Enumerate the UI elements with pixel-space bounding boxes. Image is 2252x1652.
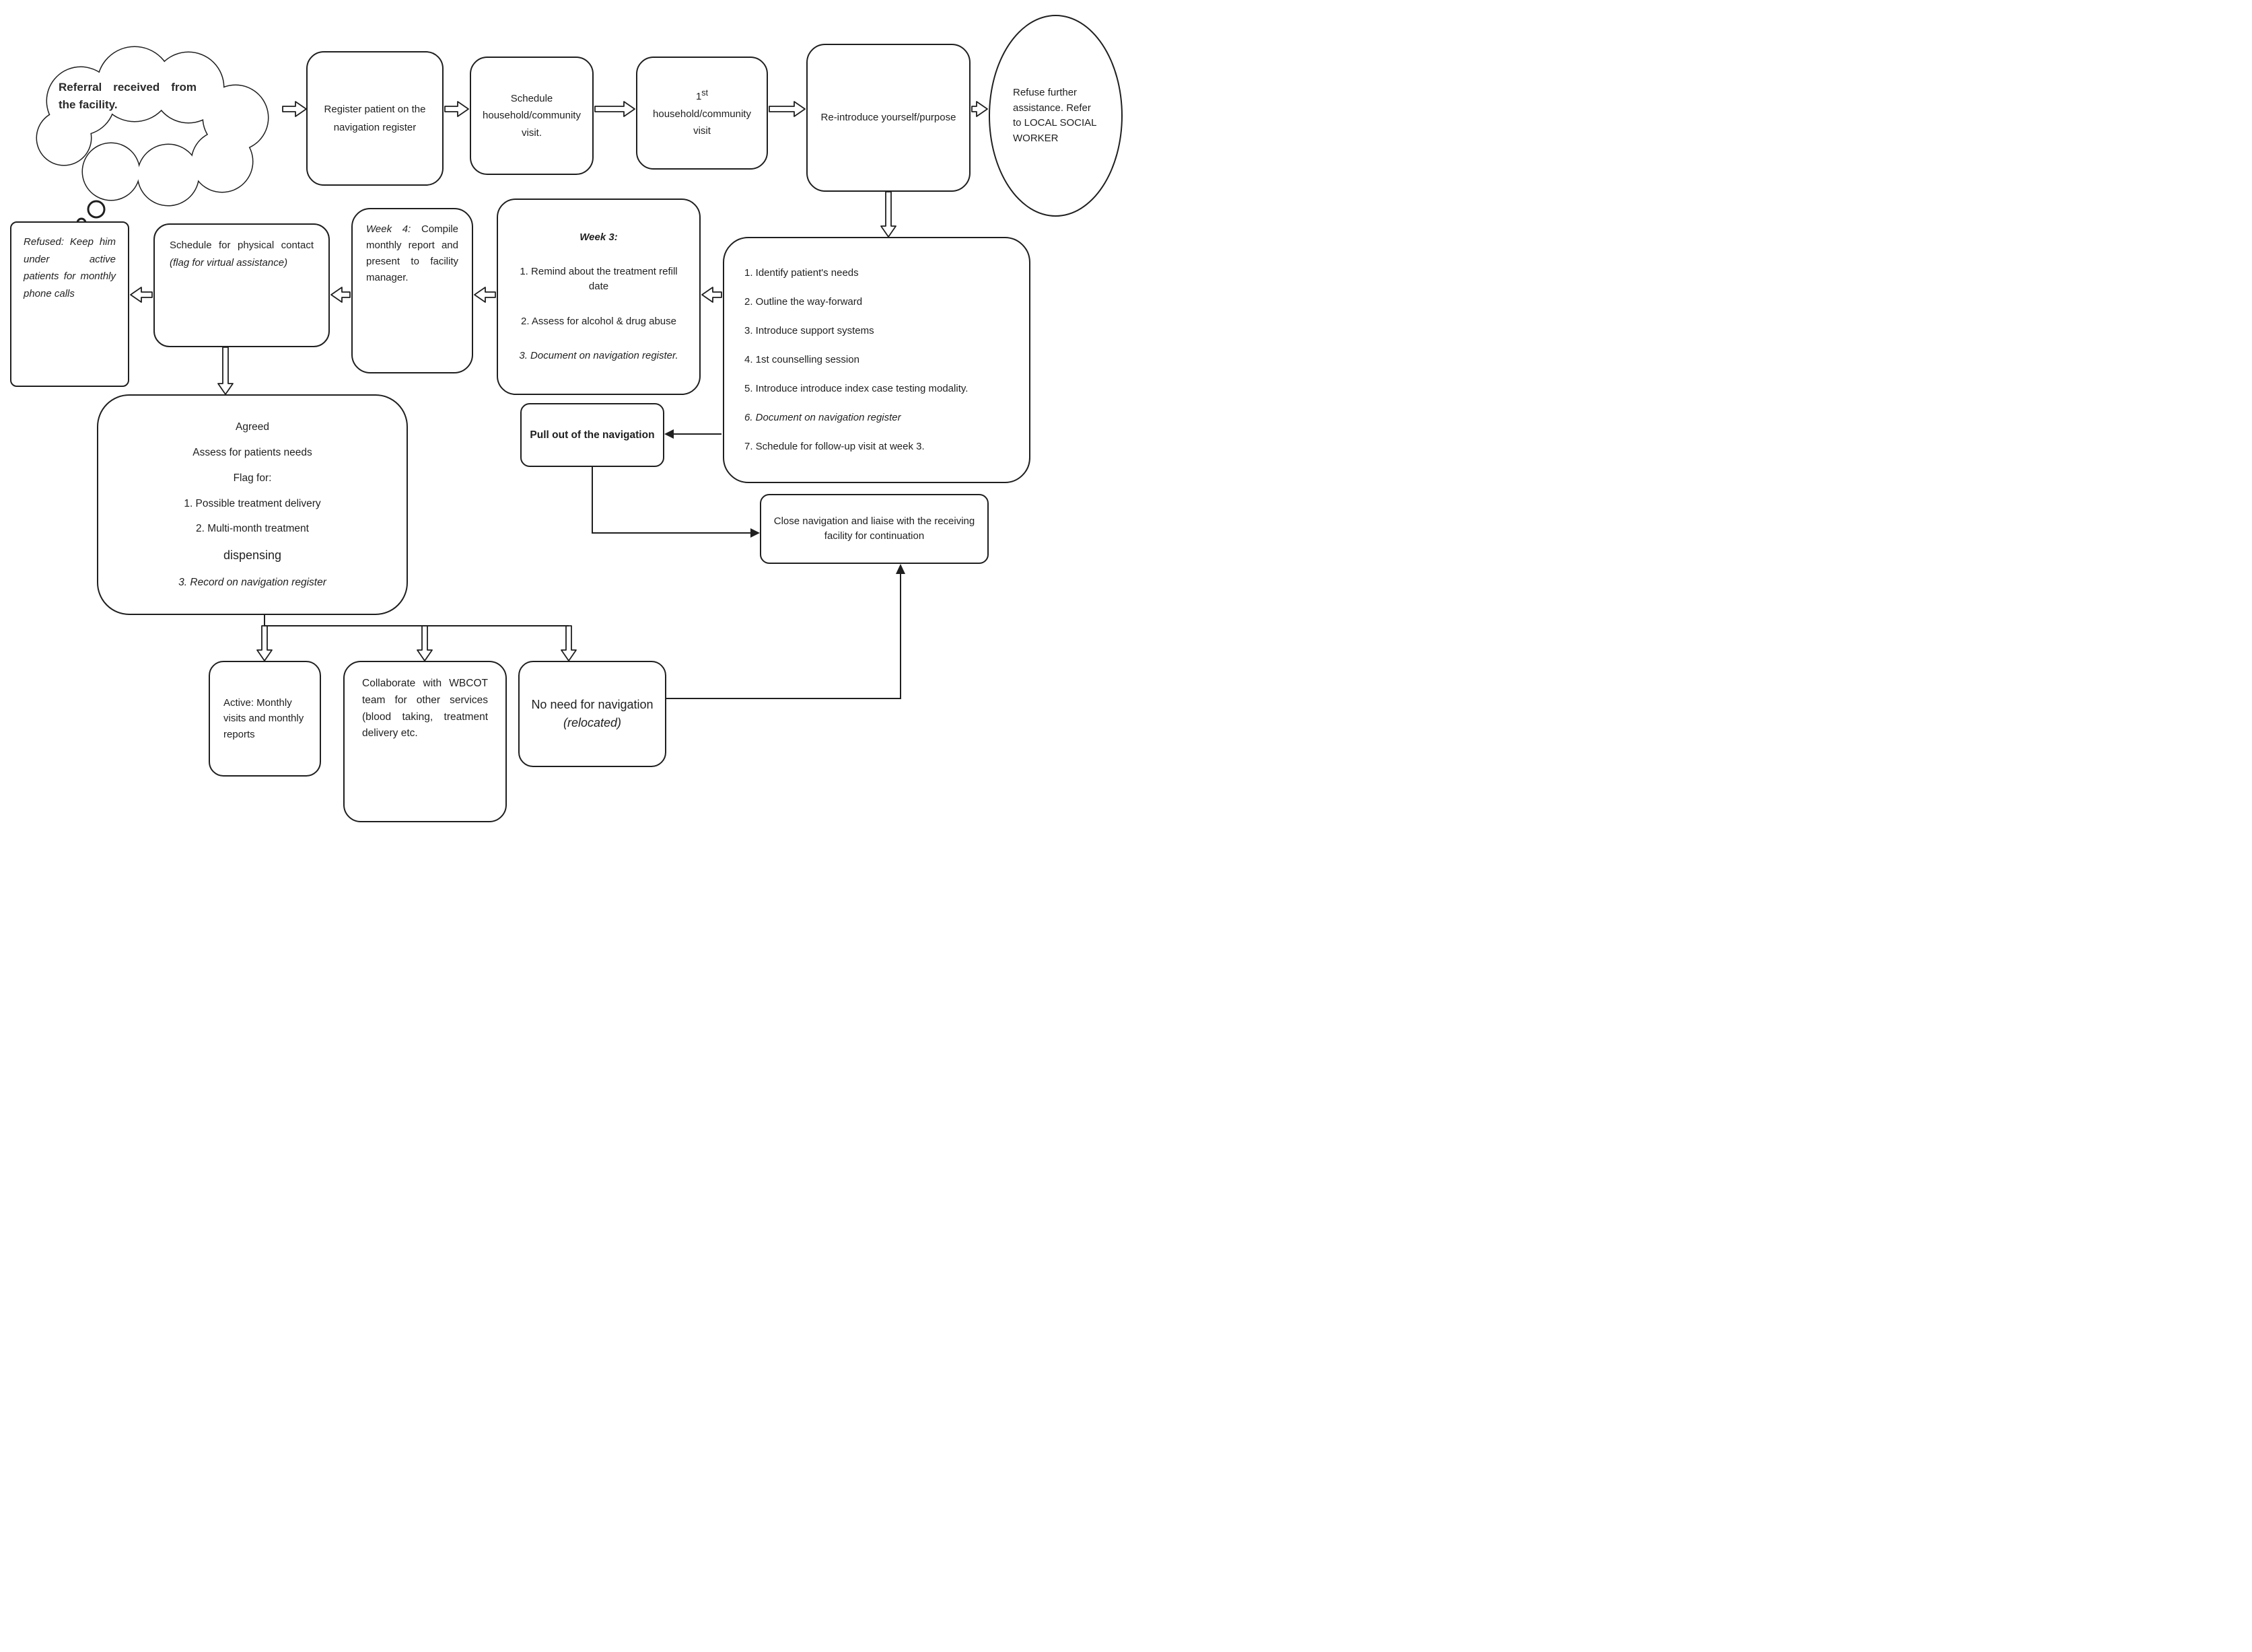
first-visit-label: household/community visit: [653, 108, 751, 137]
arrow-agreed-to-active: [257, 626, 272, 661]
arrow-cloud-to-register: [283, 102, 306, 116]
agreed-line: Agreed: [236, 421, 269, 433]
week3-item: 3. Document on navigation register.: [519, 349, 678, 361]
cloud-icon: [17, 37, 286, 232]
collaborate-label: Collaborate with WBCOT team for other services (blood taking, treatment delivery etc.: [362, 678, 488, 740]
needs-item: 2. Outline the way-forward: [744, 295, 863, 308]
line-agreed-split: [265, 615, 569, 626]
register-patient-label: Register patient on the navigation register: [324, 104, 426, 133]
node-register-patient: [306, 51, 444, 186]
arrow-agreed-to-noneed: [561, 626, 576, 661]
week3-item: 1. Remind about the treatment refill date: [520, 265, 678, 293]
agreed-line: Flag for:: [233, 472, 272, 484]
node-refuse-ellipse: [989, 15, 1123, 217]
node-no-need: [518, 661, 666, 767]
week4-label: Compile monthly report and present to facility manager.: [366, 223, 459, 283]
line-pullout-to-close: [592, 467, 752, 533]
node-agreed: [97, 394, 408, 615]
node-first-visit: [636, 57, 768, 170]
arrow-agreed-to-collaborate: [417, 626, 432, 661]
week3-title: Week 3:: [579, 231, 618, 243]
node-schedule-contact: [153, 223, 330, 347]
needs-item: 6. Document on navigation register: [744, 411, 901, 423]
no-need-label: No need for navigation: [531, 698, 654, 711]
reintroduce-label: Re-introduce yourself/purpose: [820, 112, 956, 124]
node-collaborate: [343, 661, 507, 822]
agreed-line: 1. Possible treatment delivery: [184, 497, 321, 509]
node-referral-cloud: [17, 37, 286, 232]
arrow-week3-to-week4: [474, 287, 495, 302]
flowchart-page: [0, 0, 1126, 826]
refused-label: Refused: Keep him under active patients for monthly phone calls: [24, 236, 116, 299]
node-week4: [351, 208, 473, 373]
node-refused: [10, 221, 129, 387]
close-navigation-label: Close navigation and liaise with the receiving facility for continuation: [773, 515, 975, 542]
arrow-register-to-schedule: [445, 102, 468, 116]
agreed-line: Assess for patients needs: [192, 446, 312, 458]
schedule-visit-label: Schedule household/community visit.: [483, 92, 581, 139]
agreed-line: 3. Record on navigation register: [178, 577, 326, 589]
node-schedule-visit: [470, 57, 594, 175]
agreed-line: 2. Multi-month treatment: [196, 523, 309, 535]
pull-out-label: Pull out of the navigation: [530, 429, 655, 441]
node-needs-list: [723, 237, 1030, 483]
agreed-line: dispensing: [223, 548, 282, 563]
arrow-reintroduce-to-needs: [881, 192, 896, 237]
arrow-week4-to-schedcontact: [331, 287, 350, 302]
no-need-relocated: (relocated): [563, 716, 622, 729]
arrowhead-into-close-left: [750, 528, 760, 538]
arrow-reintroduce-to-refuse: [972, 102, 987, 116]
node-active: [209, 661, 321, 777]
arrow-needs-to-week3: [702, 287, 722, 302]
node-week3: [497, 199, 701, 395]
refuse-label: Refuse further assistance. Refer to LOCAL SOCIAL WORKER: [1013, 87, 1096, 144]
first-visit-ordinal: 1st: [695, 88, 709, 103]
line-noneed-to-close: [666, 573, 901, 698]
needs-item: 4. 1st counselling session: [744, 353, 859, 365]
cloud-tail-large: [88, 201, 104, 217]
needs-item: 7. Schedule for follow-up visit at week 3.: [744, 440, 925, 452]
schedule-contact-flag: (flag for virtual assistance): [170, 256, 288, 268]
needs-item: 3. Introduce support systems: [744, 324, 874, 336]
needs-item: 1. Identify patient's needs: [744, 266, 859, 279]
node-close-navigation: [760, 494, 989, 564]
schedule-contact-label: Schedule for physical contact: [170, 240, 314, 251]
node-reintroduce: [806, 44, 971, 192]
arrow-firstvisit-to-reintroduce: [769, 102, 805, 116]
arrow-schedcontact-to-agreed: [218, 347, 233, 394]
arrow-schedule-to-firstvisit: [595, 102, 635, 116]
active-label: Active: Monthly visits and monthly reports: [223, 697, 304, 740]
node-pull-out: [520, 403, 664, 467]
arrowhead-into-pullout: [664, 429, 674, 439]
arrowhead-into-close-bottom: [896, 564, 905, 574]
week4-title: Week 4:: [366, 223, 411, 235]
arrow-schedcontact-to-refused: [131, 287, 152, 302]
needs-item: 5. Introduce introduce index case testing modality.: [744, 382, 969, 394]
week3-item: 2. Assess for alcohol & drug abuse: [521, 315, 676, 327]
referral-cloud-label: Referral received from the facility.: [59, 81, 197, 112]
